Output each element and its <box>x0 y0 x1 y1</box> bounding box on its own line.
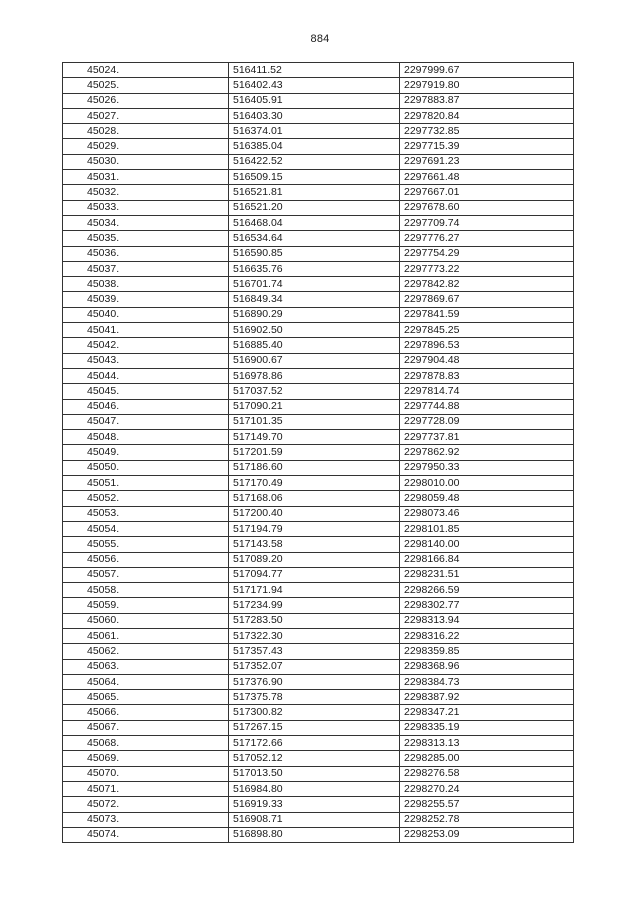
table-row <box>63 567 574 582</box>
x-coordinate-cell: 516908.71 <box>229 812 400 827</box>
table-row <box>63 353 574 368</box>
point-number-cell: 45031. <box>63 170 229 185</box>
x-coordinate-cell: 517143.58 <box>229 537 400 552</box>
table-row <box>63 736 574 751</box>
y-coordinate-cell: 2298335.19 <box>400 720 574 735</box>
point-number-cell: 45061. <box>63 628 229 643</box>
table-row <box>63 139 574 154</box>
x-coordinate-cell: 516885.40 <box>229 338 400 353</box>
y-coordinate-cell: 2297709.74 <box>400 215 574 230</box>
point-number-cell: 45048. <box>63 430 229 445</box>
table-row <box>63 674 574 689</box>
point-number-cell: 45046. <box>63 399 229 414</box>
x-coordinate-cell: 517149.70 <box>229 430 400 445</box>
x-coordinate-cell: 517013.50 <box>229 766 400 781</box>
y-coordinate-cell: 2297842.82 <box>400 277 574 292</box>
point-number-cell: 45034. <box>63 215 229 230</box>
point-number-cell: 45065. <box>63 690 229 705</box>
y-coordinate-cell: 2297715.39 <box>400 139 574 154</box>
y-coordinate-cell: 2297862.92 <box>400 445 574 460</box>
point-number-cell: 45054. <box>63 521 229 536</box>
x-coordinate-cell: 516403.30 <box>229 108 400 123</box>
y-coordinate-cell: 2298347.21 <box>400 705 574 720</box>
point-number-cell: 45027. <box>63 108 229 123</box>
x-coordinate-cell: 516890.29 <box>229 307 400 322</box>
table-row <box>63 583 574 598</box>
table-row <box>63 368 574 383</box>
point-number-cell: 45026. <box>63 93 229 108</box>
point-number-cell: 45073. <box>63 812 229 827</box>
x-coordinate-cell: 517357.43 <box>229 644 400 659</box>
point-number-cell: 45062. <box>63 644 229 659</box>
y-coordinate-cell: 2298266.59 <box>400 583 574 598</box>
point-number-cell: 45036. <box>63 246 229 261</box>
x-coordinate-cell: 516534.64 <box>229 231 400 246</box>
x-coordinate-cell: 517052.12 <box>229 751 400 766</box>
table-row <box>63 445 574 460</box>
y-coordinate-cell: 2297667.01 <box>400 185 574 200</box>
x-coordinate-cell: 517376.90 <box>229 674 400 689</box>
x-coordinate-cell: 516919.33 <box>229 797 400 812</box>
y-coordinate-cell: 2297999.67 <box>400 63 574 78</box>
y-coordinate-cell: 2298270.24 <box>400 781 574 796</box>
table-row <box>63 751 574 766</box>
y-coordinate-cell: 2298313.94 <box>400 613 574 628</box>
x-coordinate-cell: 517170.49 <box>229 476 400 491</box>
table-row <box>63 323 574 338</box>
y-coordinate-cell: 2298368.96 <box>400 659 574 674</box>
table-row <box>63 154 574 169</box>
y-coordinate-cell: 2297728.09 <box>400 414 574 429</box>
x-coordinate-cell: 517172.66 <box>229 736 400 751</box>
y-coordinate-cell: 2297744.88 <box>400 399 574 414</box>
y-coordinate-cell: 2298255.57 <box>400 797 574 812</box>
x-coordinate-cell: 516898.80 <box>229 827 400 842</box>
x-coordinate-cell: 516385.04 <box>229 139 400 154</box>
x-coordinate-cell: 517037.52 <box>229 384 400 399</box>
x-coordinate-cell: 516978.86 <box>229 368 400 383</box>
x-coordinate-cell: 517168.06 <box>229 491 400 506</box>
y-coordinate-cell: 2297691.23 <box>400 154 574 169</box>
point-number-cell: 45063. <box>63 659 229 674</box>
table-row <box>63 521 574 536</box>
table-row <box>63 261 574 276</box>
point-number-cell: 45058. <box>63 583 229 598</box>
point-number-cell: 45069. <box>63 751 229 766</box>
point-number-cell: 45055. <box>63 537 229 552</box>
coordinates-table-body <box>63 63 574 843</box>
y-coordinate-cell: 2297883.87 <box>400 93 574 108</box>
x-coordinate-cell: 516468.04 <box>229 215 400 230</box>
point-number-cell: 45049. <box>63 445 229 460</box>
y-coordinate-cell: 2298140.00 <box>400 537 574 552</box>
y-coordinate-cell: 2298302.77 <box>400 598 574 613</box>
table-row <box>63 292 574 307</box>
point-number-cell: 45028. <box>63 124 229 139</box>
table-row <box>63 108 574 123</box>
x-coordinate-cell: 517101.35 <box>229 414 400 429</box>
x-coordinate-cell: 517322.30 <box>229 628 400 643</box>
table-row <box>63 797 574 812</box>
table-row <box>63 705 574 720</box>
x-coordinate-cell: 517194.79 <box>229 521 400 536</box>
x-coordinate-cell: 516902.50 <box>229 323 400 338</box>
y-coordinate-cell: 2297950.33 <box>400 460 574 475</box>
y-coordinate-cell: 2298252.78 <box>400 812 574 827</box>
point-number-cell: 45068. <box>63 736 229 751</box>
y-coordinate-cell: 2297773.22 <box>400 261 574 276</box>
table-row <box>63 399 574 414</box>
table-row <box>63 124 574 139</box>
table-row <box>63 307 574 322</box>
x-coordinate-cell: 517186.60 <box>229 460 400 475</box>
table-row <box>63 827 574 842</box>
point-number-cell: 45056. <box>63 552 229 567</box>
y-coordinate-cell: 2298059.48 <box>400 491 574 506</box>
table-row <box>63 338 574 353</box>
table-row <box>63 170 574 185</box>
x-coordinate-cell: 516521.20 <box>229 200 400 215</box>
point-number-cell: 45037. <box>63 261 229 276</box>
point-number-cell: 45072. <box>63 797 229 812</box>
x-coordinate-cell: 516635.76 <box>229 261 400 276</box>
y-coordinate-cell: 2298359.85 <box>400 644 574 659</box>
page-number: 884 <box>310 33 330 45</box>
point-number-cell: 45044. <box>63 368 229 383</box>
x-coordinate-cell: 517234.99 <box>229 598 400 613</box>
table-row <box>63 690 574 705</box>
point-number-cell: 45074. <box>63 827 229 842</box>
table-row <box>63 215 574 230</box>
point-number-cell: 45047. <box>63 414 229 429</box>
point-number-cell: 45035. <box>63 231 229 246</box>
y-coordinate-cell: 2297754.29 <box>400 246 574 261</box>
x-coordinate-cell: 516422.52 <box>229 154 400 169</box>
table-row <box>63 644 574 659</box>
x-coordinate-cell: 517200.40 <box>229 506 400 521</box>
x-coordinate-cell: 516509.15 <box>229 170 400 185</box>
y-coordinate-cell: 2298313.13 <box>400 736 574 751</box>
y-coordinate-cell: 2298276.58 <box>400 766 574 781</box>
table-row <box>63 63 574 78</box>
y-coordinate-cell: 2297737.81 <box>400 430 574 445</box>
point-number-cell: 45066. <box>63 705 229 720</box>
y-coordinate-cell: 2297896.53 <box>400 338 574 353</box>
table-row <box>63 812 574 827</box>
point-number-cell: 45051. <box>63 476 229 491</box>
y-coordinate-cell: 2297678.60 <box>400 200 574 215</box>
table-row <box>63 537 574 552</box>
table-row <box>63 231 574 246</box>
y-coordinate-cell: 2298073.46 <box>400 506 574 521</box>
x-coordinate-cell: 517094.77 <box>229 567 400 582</box>
point-number-cell: 45030. <box>63 154 229 169</box>
x-coordinate-cell: 516374.01 <box>229 124 400 139</box>
table-row <box>63 185 574 200</box>
point-number-cell: 45059. <box>63 598 229 613</box>
y-coordinate-cell: 2298384.73 <box>400 674 574 689</box>
x-coordinate-cell: 516521.81 <box>229 185 400 200</box>
y-coordinate-cell: 2297820.84 <box>400 108 574 123</box>
point-number-cell: 45071. <box>63 781 229 796</box>
y-coordinate-cell: 2298166.84 <box>400 552 574 567</box>
x-coordinate-cell: 516701.74 <box>229 277 400 292</box>
point-number-cell: 45060. <box>63 613 229 628</box>
point-number-cell: 45070. <box>63 766 229 781</box>
point-number-cell: 45052. <box>63 491 229 506</box>
point-number-cell: 45053. <box>63 506 229 521</box>
table-row <box>63 720 574 735</box>
y-coordinate-cell: 2297869.67 <box>400 292 574 307</box>
x-coordinate-cell: 517267.15 <box>229 720 400 735</box>
point-number-cell: 45041. <box>63 323 229 338</box>
y-coordinate-cell: 2297919.80 <box>400 78 574 93</box>
point-number-cell: 45025. <box>63 78 229 93</box>
table-row <box>63 384 574 399</box>
table-row <box>63 766 574 781</box>
y-coordinate-cell: 2298316.22 <box>400 628 574 643</box>
y-coordinate-cell: 2297904.48 <box>400 353 574 368</box>
table-row <box>63 78 574 93</box>
coordinates-table <box>62 62 574 843</box>
table-row <box>63 552 574 567</box>
x-coordinate-cell: 517375.78 <box>229 690 400 705</box>
point-number-cell: 45033. <box>63 200 229 215</box>
point-number-cell: 45032. <box>63 185 229 200</box>
table-row <box>63 93 574 108</box>
y-coordinate-cell: 2298010.00 <box>400 476 574 491</box>
y-coordinate-cell: 2297814.74 <box>400 384 574 399</box>
x-coordinate-cell: 516402.43 <box>229 78 400 93</box>
point-number-cell: 45043. <box>63 353 229 368</box>
table-row <box>63 613 574 628</box>
table-row <box>63 200 574 215</box>
point-number-cell: 45040. <box>63 307 229 322</box>
point-number-cell: 45067. <box>63 720 229 735</box>
x-coordinate-cell: 516984.80 <box>229 781 400 796</box>
point-number-cell: 45024. <box>63 63 229 78</box>
y-coordinate-cell: 2297878.83 <box>400 368 574 383</box>
y-coordinate-cell: 2298285.00 <box>400 751 574 766</box>
x-coordinate-cell: 517090.21 <box>229 399 400 414</box>
point-number-cell: 45045. <box>63 384 229 399</box>
x-coordinate-cell: 517089.20 <box>229 552 400 567</box>
table-row <box>63 598 574 613</box>
point-number-cell: 45039. <box>63 292 229 307</box>
table-row <box>63 476 574 491</box>
y-coordinate-cell: 2297841.59 <box>400 307 574 322</box>
y-coordinate-cell: 2297661.48 <box>400 170 574 185</box>
point-number-cell: 45057. <box>63 567 229 582</box>
table-row <box>63 246 574 261</box>
y-coordinate-cell: 2297732.85 <box>400 124 574 139</box>
table-row <box>63 460 574 475</box>
x-coordinate-cell: 517300.82 <box>229 705 400 720</box>
x-coordinate-cell: 516849.34 <box>229 292 400 307</box>
x-coordinate-cell: 517171.94 <box>229 583 400 598</box>
point-number-cell: 45042. <box>63 338 229 353</box>
point-number-cell: 45064. <box>63 674 229 689</box>
y-coordinate-cell: 2298231.51 <box>400 567 574 582</box>
table-row <box>63 506 574 521</box>
table-row <box>63 628 574 643</box>
table-row <box>63 277 574 292</box>
point-number-cell: 45050. <box>63 460 229 475</box>
x-coordinate-cell: 516590.85 <box>229 246 400 261</box>
table-row <box>63 414 574 429</box>
point-number-cell: 45038. <box>63 277 229 292</box>
x-coordinate-cell: 516411.52 <box>229 63 400 78</box>
x-coordinate-cell: 516900.67 <box>229 353 400 368</box>
x-coordinate-cell: 517283.50 <box>229 613 400 628</box>
table-row <box>63 659 574 674</box>
point-number-cell: 45029. <box>63 139 229 154</box>
x-coordinate-cell: 517352.07 <box>229 659 400 674</box>
x-coordinate-cell: 516405.91 <box>229 93 400 108</box>
x-coordinate-cell: 517201.59 <box>229 445 400 460</box>
y-coordinate-cell: 2298253.09 <box>400 827 574 842</box>
table-row <box>63 781 574 796</box>
y-coordinate-cell: 2298101.85 <box>400 521 574 536</box>
table-row <box>63 491 574 506</box>
y-coordinate-cell: 2298387.92 <box>400 690 574 705</box>
y-coordinate-cell: 2297776.27 <box>400 231 574 246</box>
y-coordinate-cell: 2297845.25 <box>400 323 574 338</box>
table-row <box>63 430 574 445</box>
